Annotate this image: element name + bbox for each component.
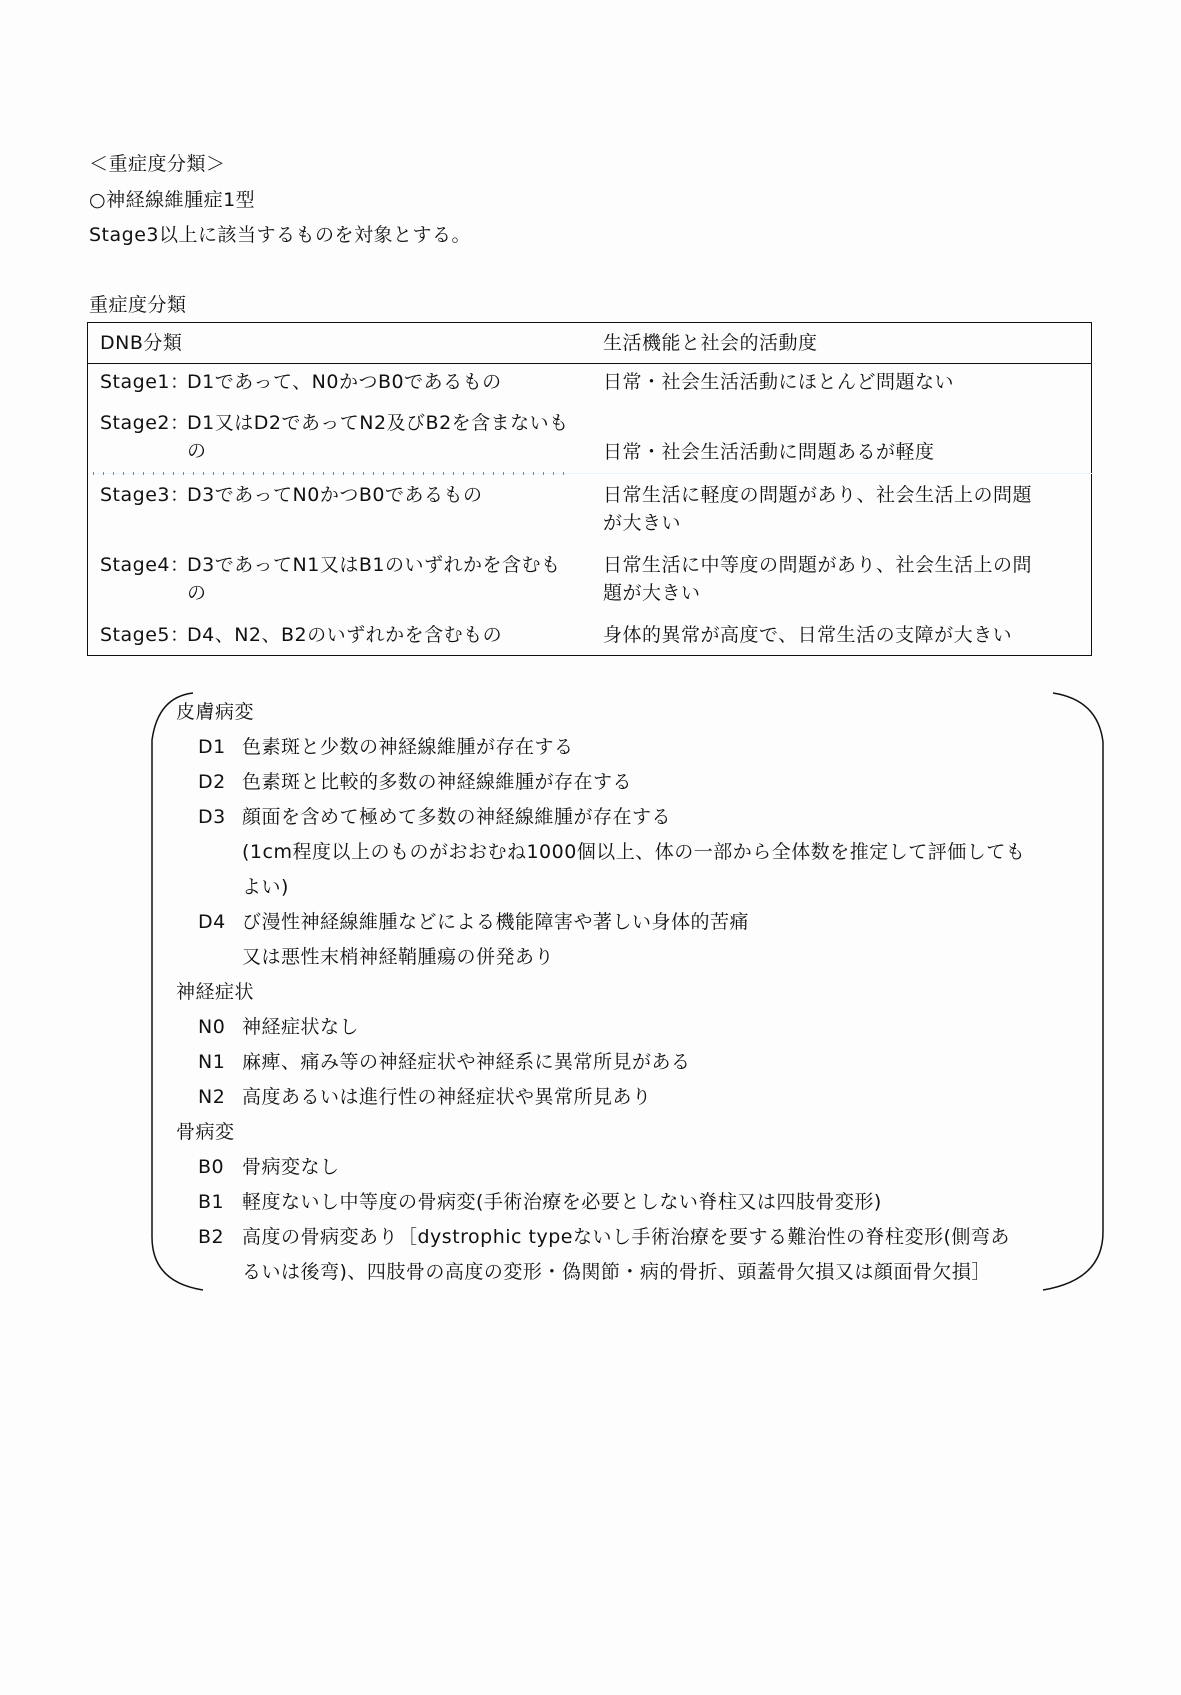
code-label: B1 [198,1191,225,1213]
table-row-stage2-dnb [100,409,569,465]
target-criterion: Stage3以上に該当するものを対象とする。 [89,224,471,246]
code-label: D2 [198,771,226,793]
code-label: D3 [198,806,226,828]
table-row-stage1-activity: 日常・社会生活活動にほとんど問題ない [603,371,955,393]
table-row-stage5-activity: 身体的異常が高度で、日常生活の支障が大きい [603,624,1013,646]
dnb-text: D3であってN0かつB0であるもの [187,484,483,506]
dnb-text-cont: の [187,582,207,604]
stage-label: Stage1： [100,371,190,393]
stage-label: Stage2： [100,412,190,434]
severity-table [87,322,1092,656]
dnb-text: D1であって、N0かつB0であるもの [187,371,502,393]
item-text: 高度あるいは進行性の神経症状や異常所見あり [242,1086,652,1108]
stage-label: Stage5： [100,624,190,646]
activity-text-cont: が大きい [603,512,682,534]
code-label: D4 [198,911,226,933]
legend-nerve-title: 神経症状 [176,981,255,1003]
item-text: 顔面を含めて極めて多数の神経線維腫が存在する [242,806,672,828]
activity-text: 日常生活に中等度の問題があり、社会生活上の問 [603,554,1033,576]
dotted-divider [93,473,1093,474]
table-row-stage4-activity [603,551,1032,607]
legend-item-b1 [198,1190,882,1214]
header-divider [88,363,1091,364]
legend-skin-title: 皮膚病変 [176,701,255,723]
item-text: 骨病変なし [242,1156,340,1178]
table-row-stage1-dnb [100,368,502,396]
activity-text: 日常生活に軽度の問題があり、社会生活上の問題 [603,484,1033,506]
legend-item-b2 [198,1225,1010,1249]
legend-item-d4 [198,910,749,934]
disease-title: ○神経線維腫症1型 [89,189,256,211]
legend-item-d1 [198,735,574,759]
item-text: 高度の骨病変あり［dystrophic typeないし手術治療を要する難治性の脊柱変形(側弯あ [242,1226,1010,1248]
table-caption: 重症度分類 [89,294,187,316]
item-text: 神経症状なし [242,1016,360,1038]
code-label: D1 [198,736,226,758]
table-row-stage3-activity [603,481,1032,537]
legend-item-n0 [198,1015,359,1039]
column-header-dnb: DNB分類 [100,332,183,354]
dnb-text: D4、N2、B2のいずれかを含むもの [187,624,503,646]
legend-item-b2-cont: るいは後弯)、四肢骨の高度の変形・偽関節・病的骨折、頭蓋骨欠損又は顔面骨欠損］ [242,1261,991,1283]
legend-item-d3 [198,805,671,829]
legend-item-n1 [198,1050,691,1074]
item-text: 軽度ないし中等度の骨病変(手術治療を必要としない脊柱又は四肢骨変形) [242,1191,882,1213]
activity-text-cont: 題が大きい [603,582,701,604]
code-label: B0 [198,1156,225,1178]
dnb-text: D1又はD2であってN2及びB2を含まないも [187,412,569,434]
code-label: N2 [198,1086,226,1108]
table-row-stage2-activity: 日常・社会生活活動に問題あるが軽度 [603,441,935,463]
dnb-text-cont: の [187,440,207,462]
item-text: 色素斑と比較的多数の神経線維腫が存在する [242,771,633,793]
table-row-stage3-dnb [100,481,482,509]
legend-item-n2 [198,1085,652,1109]
code-label: N1 [198,1051,226,1073]
table-row-stage5-dnb [100,621,502,649]
section-title: ＜重症度分類＞ [89,153,226,175]
dnb-text: D3であってN1又はB1のいずれかを含むも [187,554,561,576]
stage-label: Stage4： [100,554,190,576]
item-text: 色素斑と少数の神経線維腫が存在する [242,736,574,758]
stage-label: Stage3： [100,484,190,506]
legend-bone-title: 骨病変 [176,1121,235,1143]
legend-item-d3-note: (1cm程度以上のものがおおむね1000個以上、体の一部から全体数を推定して評価しても [242,841,1026,863]
legend-item-d3-note-cont: よい) [242,876,289,898]
legend-item-d2 [198,770,632,794]
legend-item-b0 [198,1155,340,1179]
legend-item-d4-cont: 又は悪性末梢神経鞘腫瘍の併発あり [242,946,555,968]
item-text: び漫性神経線維腫などによる機能障害や著しい身体的苦痛 [242,911,750,933]
code-label: B2 [198,1226,225,1248]
item-text: 麻痺、痛み等の神経症状や神経系に異常所見がある [242,1051,691,1073]
code-label: N0 [198,1016,226,1038]
column-header-activity: 生活機能と社会的活動度 [603,332,818,354]
table-row-stage4-dnb [100,551,560,607]
